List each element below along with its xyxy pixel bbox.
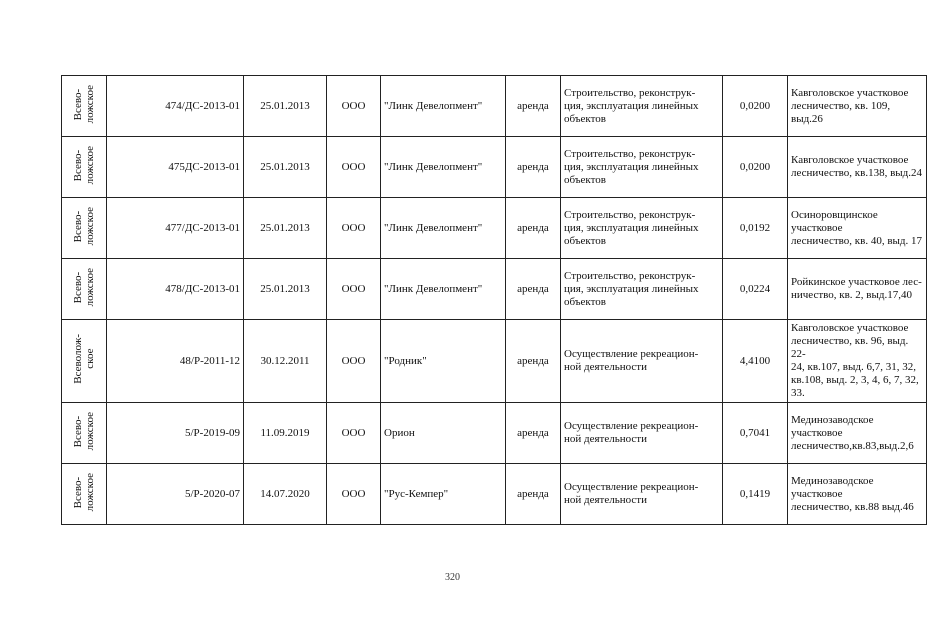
purpose-cell: Строительство, реконструк- ция, эксплуатация линейных объектов <box>561 76 723 137</box>
usage-type-cell: аренда <box>506 464 561 525</box>
table-row <box>62 403 927 464</box>
legal-form-cell: ООО <box>327 76 381 137</box>
contract-date-cell: 25.01.2013 <box>244 198 327 259</box>
organization-cell: Орион <box>381 403 506 464</box>
location-cell: Осиноровщинское участковое лесничество, кв. 40, выд. 17 <box>788 198 927 259</box>
legal-form-cell: ООО <box>327 464 381 525</box>
area-cell: 0,0200 <box>723 76 788 137</box>
district-text: Всево- ложское <box>72 145 96 185</box>
area-cell: 0,7041 <box>723 403 788 464</box>
district-cell <box>62 259 107 320</box>
contract-number-cell: 475ДС-2013-01 <box>107 137 244 198</box>
district-text: Всево- ложское <box>72 411 96 451</box>
contract-date-cell: 11.09.2019 <box>244 403 327 464</box>
usage-type-cell: аренда <box>506 137 561 198</box>
legal-form-cell: ООО <box>327 320 381 403</box>
table-row <box>62 320 927 403</box>
district-text: Всево- ложское <box>72 267 96 307</box>
contract-date-cell: 14.07.2020 <box>244 464 327 525</box>
purpose-cell: Осуществление рекреацион- ной деятельности <box>561 464 723 525</box>
contract-number-cell: 5/Р-2019-09 <box>107 403 244 464</box>
location-cell: Кавголовское участковое лесничество, кв. 109, выд.26 <box>788 76 927 137</box>
purpose-cell: Строительство, реконструк- ция, эксплуатация линейных объектов <box>561 259 723 320</box>
table-row <box>62 259 927 320</box>
district-text: Всево- ложское <box>72 472 96 512</box>
district-cell <box>62 137 107 198</box>
table-row <box>62 198 927 259</box>
location-cell: Ройкинское участковое лес- ничество, кв. 2, выд.17,40 <box>788 259 927 320</box>
organization-cell: "Линк Девелопмент" <box>381 259 506 320</box>
usage-type-cell: аренда <box>506 76 561 137</box>
contract-number-cell: 48/Р-2011-12 <box>107 320 244 403</box>
district-cell <box>62 464 107 525</box>
district-cell <box>62 198 107 259</box>
legal-form-cell: ООО <box>327 198 381 259</box>
area-cell: 0,0192 <box>723 198 788 259</box>
area-cell: 0,0224 <box>723 259 788 320</box>
contract-number-cell: 477/ДС-2013-01 <box>107 198 244 259</box>
contract-number-cell: 478/ДС-2013-01 <box>107 259 244 320</box>
usage-type-cell: аренда <box>506 198 561 259</box>
usage-type-cell: аренда <box>506 403 561 464</box>
contract-number-cell: 474/ДС-2013-01 <box>107 76 244 137</box>
location-cell: Кавголовское участковое лесничество, кв. 96, выд. 22- 24, кв.107, выд. 6,7, 31, 32, кв.108, выд. 2, 3, 4, 6, 7, 32, 33. <box>788 320 927 403</box>
purpose-cell: Осуществление рекреацион- ной деятельности <box>561 403 723 464</box>
contract-date-cell: 30.12.2011 <box>244 320 327 403</box>
area-cell: 0,1419 <box>723 464 788 525</box>
location-cell: Кавголовское участковое лесничество, кв.138, выд.24 <box>788 137 927 198</box>
table-row <box>62 464 927 525</box>
contract-date-cell: 25.01.2013 <box>244 76 327 137</box>
usage-type-cell: аренда <box>506 259 561 320</box>
usage-type-cell: аренда <box>506 320 561 403</box>
location-cell: Мединозаводское участковое лесничество,кв.83,выд.2,6 <box>788 403 927 464</box>
district-cell <box>62 76 107 137</box>
legal-form-cell: ООО <box>327 403 381 464</box>
contract-number-cell: 5/Р-2020-07 <box>107 464 244 525</box>
legal-form-cell: ООО <box>327 259 381 320</box>
district-cell <box>62 320 107 403</box>
district-text: Всево- ложское <box>72 206 96 246</box>
organization-cell: "Линк Девелопмент" <box>381 137 506 198</box>
organization-cell: "Линк Девелопмент" <box>381 198 506 259</box>
organization-cell: "Линк Девелопмент" <box>381 76 506 137</box>
organization-cell: "Рус-Кемпер" <box>381 464 506 525</box>
district-text: Всеволож- ское <box>72 334 96 384</box>
district-cell <box>62 403 107 464</box>
location-cell: Мединозаводское участковое лесничество, кв.88 выд.46 <box>788 464 927 525</box>
contract-date-cell: 25.01.2013 <box>244 137 327 198</box>
lease-registry-table <box>61 75 927 525</box>
area-cell: 4,4100 <box>723 320 788 403</box>
contract-date-cell: 25.01.2013 <box>244 259 327 320</box>
purpose-cell: Строительство, реконструк- ция, эксплуатация линейных объектов <box>561 198 723 259</box>
page-number: 320 <box>445 572 460 583</box>
purpose-cell: Осуществление рекреацион- ной деятельности <box>561 320 723 403</box>
table-row <box>62 137 927 198</box>
area-cell: 0,0200 <box>723 137 788 198</box>
table-row <box>62 76 927 137</box>
legal-form-cell: ООО <box>327 137 381 198</box>
purpose-cell: Строительство, реконструк- ция, эксплуатация линейных объектов <box>561 137 723 198</box>
district-text: Всево- ложское <box>72 84 96 124</box>
organization-cell: "Родник" <box>381 320 506 403</box>
